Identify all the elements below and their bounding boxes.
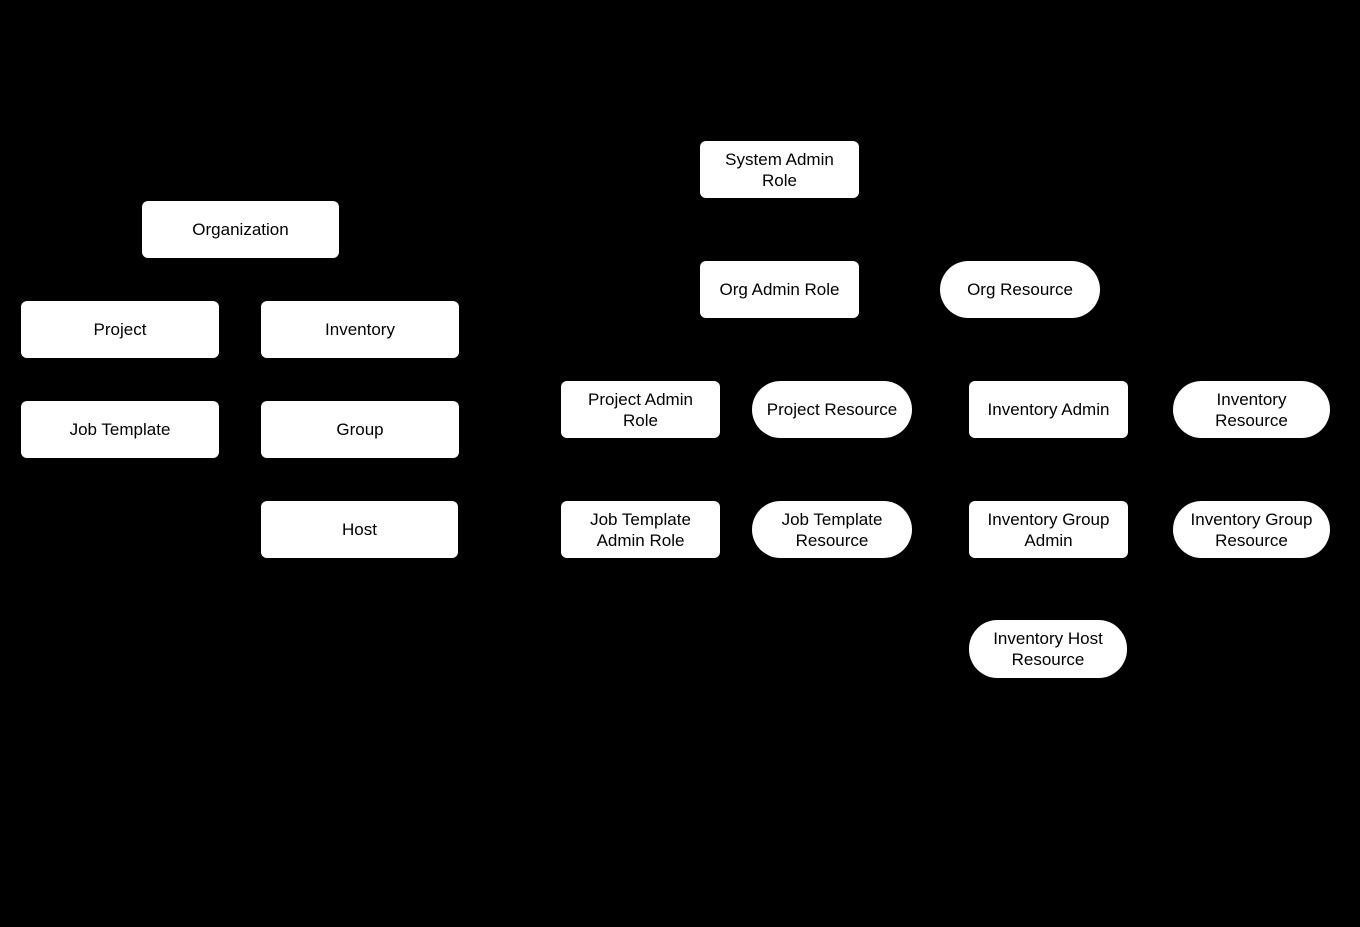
node-inventory-group-admin: Inventory Group Admin — [969, 501, 1128, 558]
node-project-resource: Project Resource — [752, 381, 912, 438]
node-inventory: Inventory — [261, 301, 459, 358]
node-inventory-host-resource: Inventory Host Resource — [969, 620, 1127, 678]
node-inventory-resource: Inventory Resource — [1173, 381, 1330, 438]
node-org-resource: Org Resource — [940, 261, 1100, 318]
node-job-template-admin-role: Job Template Admin Role — [561, 501, 720, 558]
node-group: Group — [261, 401, 459, 458]
node-system-admin-role: System Admin Role — [700, 141, 859, 198]
node-org-admin-role: Org Admin Role — [700, 261, 859, 318]
node-job-template-resource: Job Template Resource — [752, 501, 912, 558]
node-job-template: Job Template — [21, 401, 219, 458]
node-inventory-admin: Inventory Admin — [969, 381, 1128, 438]
node-project-admin-role: Project Admin Role — [561, 381, 720, 438]
node-organization: Organization — [142, 201, 339, 258]
node-inventory-group-resource: Inventory Group Resource — [1173, 501, 1330, 558]
node-host: Host — [261, 501, 458, 558]
node-project: Project — [21, 301, 219, 358]
